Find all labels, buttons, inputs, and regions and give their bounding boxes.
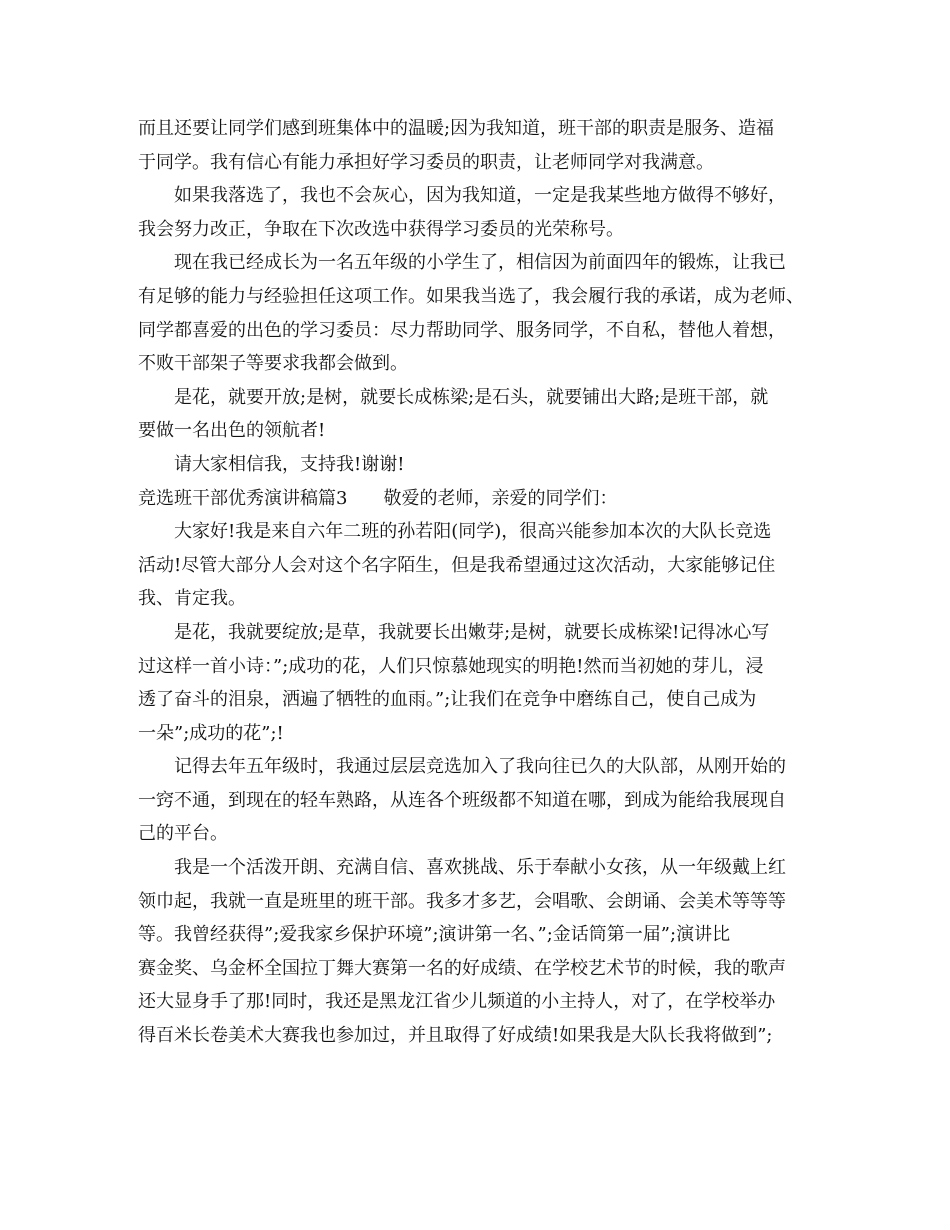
text-line: 一窍不通，到现在的轻车熟路，从连各个班级都不知道在哪，到成为能给我展现自 bbox=[138, 789, 786, 811]
text-line: 过这样一首小诗：”;成功的花，人们只惊慕她现实的明艳!然而当初她的芽儿，浸 bbox=[138, 655, 764, 677]
text-line: 还大显身手了那!同时，我还是黑龙江省少儿频道的小主持人，对了，在学校举办 bbox=[138, 991, 776, 1013]
text-line: 于同学。我有信心有能力承担好学习委员的职责，让老师同学对我满意。 bbox=[138, 151, 714, 173]
text-line: 而且还要让同学们感到班集体中的温暖;因为我知道，班干部的职责是服务、造福 bbox=[138, 118, 775, 139]
text-line: 要做一名出色的领航者! bbox=[138, 420, 326, 442]
text-line: 竞选班干部优秀演讲稿篇3 敬爱的老师，亲爱的同学们： bbox=[138, 487, 618, 509]
text-line: 我是一个活泼开朗、充满自信、喜欢挑战、乐于奉献小女孩，从一年级戴上红 bbox=[174, 857, 786, 879]
text-line: 如果我落选了，我也不会灰心，因为我知道，一定是我某些地方做得不够好， bbox=[174, 185, 786, 207]
text-line: 我会努力改正，争取在下次改选中获得学习委员的光荣称号。 bbox=[138, 218, 624, 240]
text-line: 有足够的能力与经验担任这项工作。如果我当选了，我会履行我的承诺，成为老师、 bbox=[138, 285, 804, 307]
text-line: 得百米长卷美术大赛我也参加过，并且取得了好成绩!如果我是大队长我将做到”; bbox=[138, 1025, 773, 1047]
text-line: 等。我曾经获得”;爱我家乡保护环境”;演讲第一名、”;金话筒第一届”;演讲比 bbox=[138, 924, 731, 946]
text-line: 不败干部架子等要求我都会做到。 bbox=[138, 353, 408, 375]
text-line: 我、肯定我。 bbox=[138, 588, 246, 610]
text-line: 一朵”;成功的花”;! bbox=[138, 722, 284, 744]
text-line: 是花，就要开放;是树，就要长成栋梁;是石头，就要铺出大路;是班干部，就 bbox=[174, 386, 769, 408]
text-line: 透了奋斗的泪泉，洒遍了牺牲的血雨。”;让我们在竞争中磨练自己，使自己成为 bbox=[138, 689, 757, 711]
document-body bbox=[138, 112, 828, 1053]
text-line: 同学都喜爱的出色的学习委员：尽力帮助同学、服务同学，不自私，替他人着想， bbox=[138, 319, 786, 341]
text-line: 现在我已经成长为一名五年级的小学生了，相信因为前面四年的锻炼，让我已 bbox=[174, 252, 786, 274]
text-line: 己的平台。 bbox=[138, 823, 228, 845]
text-line: 活动!尽管大部分人会对这个名字陌生，但是我希望通过这次活动，大家能够记住 bbox=[138, 554, 776, 576]
text-line: 赛金奖、乌金杯全国拉丁舞大赛第一名的好成绩、在学校艺术节的时候，我的歌声 bbox=[138, 957, 786, 979]
text-line: 记得去年五年级时，我通过层层竞选加入了我向往已久的大队部，从刚开始的 bbox=[174, 756, 786, 778]
text-line: 是花，我就要绽放;是草，我就要长出嫩芽;是树，就要长成栋梁!记得冰心写 bbox=[174, 621, 770, 643]
text-line: 领巾起，我就一直是班里的班干部。我多才多艺，会唱歌、会朗诵、会美术等等等 bbox=[138, 890, 786, 912]
text-line: 请大家相信我，支持我!谢谢! bbox=[174, 453, 405, 475]
text-line: 大家好!我是来自六年二班的孙若阳(同学)，很高兴能参加本次的大队长竞选 bbox=[174, 521, 772, 543]
